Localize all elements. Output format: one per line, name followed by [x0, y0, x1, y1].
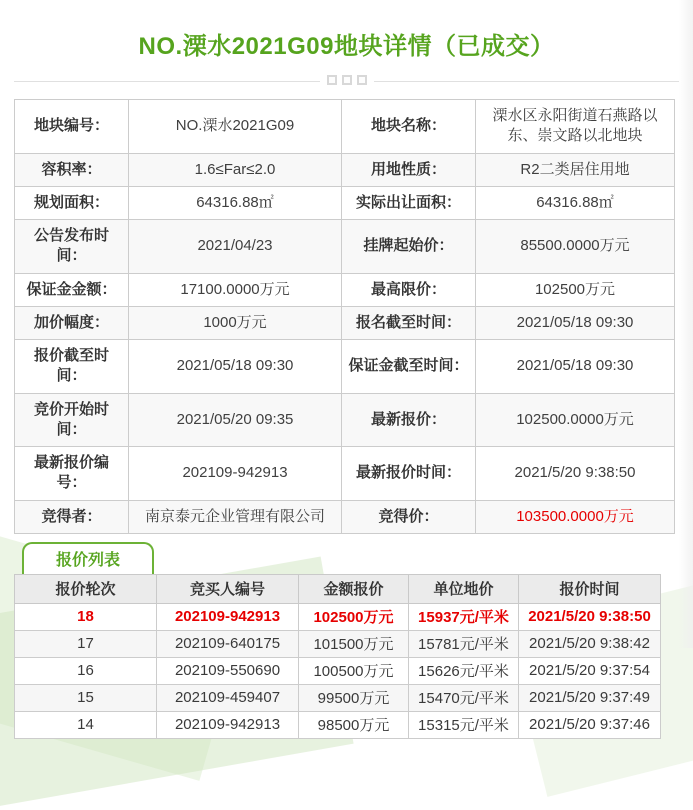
- detail-label: 实际出让面积：: [342, 186, 476, 219]
- bid-row: [15, 711, 661, 738]
- bid-round: 17: [15, 630, 157, 657]
- bid-bidder: 202109-942913: [157, 711, 299, 738]
- detail-row-bid-deadline: [15, 340, 675, 394]
- detail-label: 竞得价：: [342, 500, 476, 533]
- bid-col-amount: 金额报价: [299, 574, 409, 603]
- detail-value: 1000万元: [129, 306, 342, 339]
- bid-unit-price: 15470元/平米: [409, 684, 519, 711]
- bid-amount: 100500万元: [299, 657, 409, 684]
- bid-col-unit-price: 单位地价: [409, 574, 519, 603]
- detail-label: 最高限价：: [342, 273, 476, 306]
- detail-value: 64316.88㎡: [476, 186, 675, 219]
- bid-time: 2021/5/20 9:37:46: [519, 711, 661, 738]
- bid-bidder: 202109-459407: [157, 684, 299, 711]
- page-title: NO.溧水2021G09地块详情（已成交）: [138, 33, 555, 60]
- bid-bidder: 202109-942913: [157, 603, 299, 630]
- detail-value: R2二类居住用地: [476, 153, 675, 186]
- bid-unit-price: 15315元/平米: [409, 711, 519, 738]
- section-divider: [14, 75, 679, 87]
- detail-value: 2021/05/18 09:30: [476, 340, 675, 394]
- detail-label: 挂牌起始价：: [342, 220, 476, 274]
- bid-time: 2021/5/20 9:38:50: [519, 603, 661, 630]
- detail-row-area: [15, 186, 675, 219]
- bid-col-time: 报价时间: [519, 574, 661, 603]
- bid-col-bidder: 竞买人编号: [157, 574, 299, 603]
- bid-time: 2021/5/20 9:38:42: [519, 630, 661, 657]
- bid-time: 2021/5/20 9:37:49: [519, 684, 661, 711]
- detail-label: 报名截至时间：: [342, 306, 476, 339]
- bid-unit-price: 15937元/平米: [409, 603, 519, 630]
- detail-value: 17100.0000万元: [129, 273, 342, 306]
- bid-round: 18: [15, 603, 157, 630]
- bid-row-winning: [15, 603, 661, 630]
- detail-value: 溧水区永阳街道石燕路以东、崇文路以北地块: [476, 100, 675, 154]
- detail-value: 85500.0000万元: [476, 220, 675, 274]
- divider-square-icon: [357, 75, 367, 85]
- bid-bidder: 202109-640175: [157, 630, 299, 657]
- detail-value: 南京泰元企业管理有限公司: [129, 500, 342, 533]
- detail-label: 用地性质：: [342, 153, 476, 186]
- detail-label: 竞价开始时间：: [15, 393, 129, 447]
- bid-unit-price: 15781元/平米: [409, 630, 519, 657]
- detail-label: 最新报价时间：: [342, 447, 476, 501]
- detail-label: 保证金截至时间：: [342, 340, 476, 394]
- detail-label: 最新报价：: [342, 393, 476, 447]
- detail-value: 2021/5/20 9:38:50: [476, 447, 675, 501]
- detail-row-parcel-id: [15, 100, 675, 154]
- detail-label: 竞得者：: [15, 500, 129, 533]
- detail-label: 报价截至时间：: [15, 340, 129, 394]
- bid-round: 14: [15, 711, 157, 738]
- detail-label: 容积率：: [15, 153, 129, 186]
- detail-row-increment: [15, 306, 675, 339]
- detail-row-winner: [15, 500, 675, 533]
- detail-value: 102500万元: [476, 273, 675, 306]
- detail-value: 2021/05/18 09:30: [129, 340, 342, 394]
- detail-value-winning-price: 103500.0000万元: [476, 500, 675, 533]
- divider-ornament: [320, 75, 374, 85]
- detail-value: 64316.88㎡: [129, 186, 342, 219]
- detail-value: 2021/05/20 09:35: [129, 393, 342, 447]
- detail-label: 规划面积：: [15, 186, 129, 219]
- bid-amount: 102500万元: [299, 603, 409, 630]
- detail-row-deposit: [15, 273, 675, 306]
- bid-amount: 98500万元: [299, 711, 409, 738]
- detail-label: 地块名称：: [342, 100, 476, 154]
- bid-table: [14, 574, 661, 739]
- bid-list-tab[interactable]: [22, 542, 154, 574]
- detail-row-auction-start: [15, 393, 675, 447]
- bid-col-round: 报价轮次: [15, 574, 157, 603]
- bid-row: [15, 630, 661, 657]
- detail-value: 102500.0000万元: [476, 393, 675, 447]
- detail-value: 2021/04/23: [129, 220, 342, 274]
- detail-value: 1.6≤Far≤2.0: [129, 153, 342, 186]
- detail-value: NO.溧水2021G09: [129, 100, 342, 154]
- detail-row-announce: [15, 220, 675, 274]
- detail-label: 加价幅度：: [15, 306, 129, 339]
- bid-row: [15, 657, 661, 684]
- detail-label: 最新报价编号：: [15, 447, 129, 501]
- divider-square-icon: [327, 75, 337, 85]
- bid-table-header-row: [15, 574, 661, 603]
- bid-list-tab-label: 报价列表: [55, 552, 120, 570]
- detail-row-latest-bid: [15, 447, 675, 501]
- detail-row-far: [15, 153, 675, 186]
- parcel-detail-table: [14, 99, 675, 534]
- bid-row: [15, 684, 661, 711]
- bid-unit-price: 15626元/平米: [409, 657, 519, 684]
- bid-round: 16: [15, 657, 157, 684]
- bid-bidder: 202109-550690: [157, 657, 299, 684]
- detail-value: 202109-942913: [129, 447, 342, 501]
- detail-label: 公告发布时间：: [15, 220, 129, 274]
- bid-amount: 101500万元: [299, 630, 409, 657]
- bid-amount: 99500万元: [299, 684, 409, 711]
- bid-time: 2021/5/20 9:37:54: [519, 657, 661, 684]
- divider-square-icon: [342, 75, 352, 85]
- detail-label: 保证金金额：: [15, 273, 129, 306]
- detail-value: 2021/05/18 09:30: [476, 306, 675, 339]
- detail-label: 地块编号：: [15, 100, 129, 154]
- bid-round: 15: [15, 684, 157, 711]
